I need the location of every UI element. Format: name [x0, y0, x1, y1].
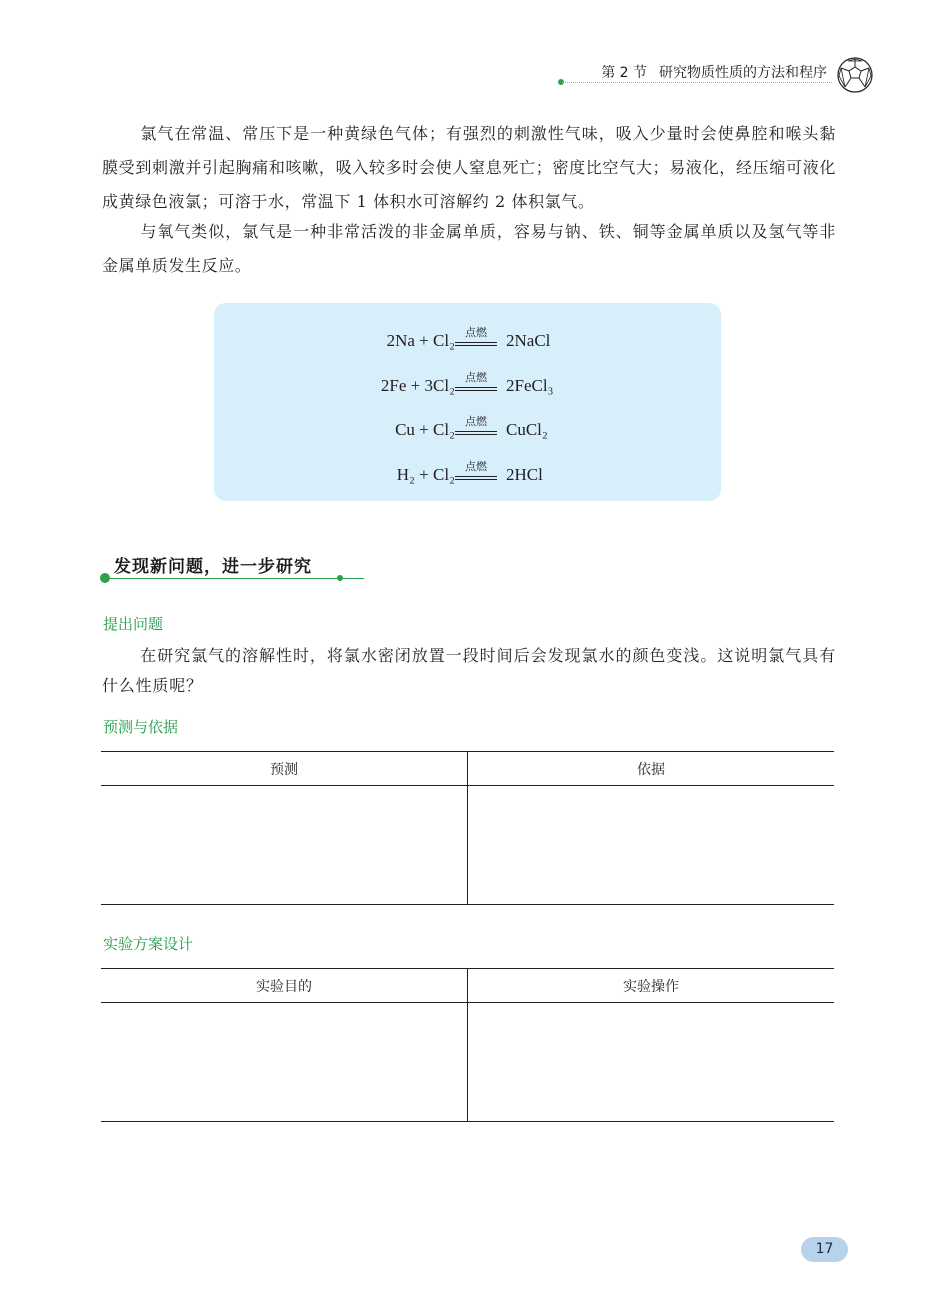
- column-header-prediction: 预测: [101, 752, 468, 786]
- equation-rhs: 2HCl: [506, 465, 543, 484]
- column-header-procedure: 实验操作: [468, 969, 835, 1003]
- running-header: [601, 62, 827, 82]
- equation-box: [214, 303, 721, 501]
- reaction-arrow: [455, 416, 497, 444]
- section-number: 第 2 节: [601, 65, 647, 81]
- equation-lhs: 2Na + Cl₂: [386, 331, 455, 350]
- section-heading-dot: [337, 575, 343, 581]
- section-heading-rule: [104, 578, 364, 579]
- equation-rhs: 2NaCl: [506, 331, 551, 350]
- experiment-label: 实验方案设计: [103, 935, 194, 953]
- experiment-table: [101, 968, 834, 1122]
- column-header-basis: 依据: [468, 752, 835, 786]
- column-header-purpose: 实验目的: [101, 969, 468, 1003]
- header-rule: [562, 82, 832, 83]
- equation-row: [214, 370, 721, 400]
- paragraph-chlorine-physical: 氯气在常温、常压下是一种黄绿色气体；有强烈的刺激性气味，吸入少量时会使鼻腔和喉头黏膜受到刺激并引起胸痛和咳嗽，吸入较多时会使人窒息死亡；密度比空气大；易液化，经压缩可液化成黄绿色液氯；可溶于水，常温下 1 体积水可溶解约 2 体积氯气。: [102, 124, 836, 211]
- reaction-condition: 点燃: [465, 415, 487, 428]
- equation-row: [214, 325, 721, 355]
- prediction-label: 预测与依据: [103, 718, 179, 736]
- section-heading: 发现新问题，进一步研究: [114, 557, 312, 577]
- page-number: 17: [801, 1237, 848, 1262]
- prediction-table: [101, 751, 834, 905]
- basis-answer-cell[interactable]: [468, 786, 835, 905]
- equation-rhs: 2FeCl₃: [506, 376, 554, 395]
- question-label: 提出问题: [103, 615, 164, 633]
- equation-rhs: CuCl₂: [506, 420, 548, 439]
- equation-row: [214, 414, 721, 444]
- reaction-arrow: [455, 372, 497, 400]
- purpose-answer-cell[interactable]: [101, 1003, 468, 1122]
- section-heading-dot: [100, 573, 110, 583]
- question-text: 在研究氯气的溶解性时，将氯水密闭放置一段时间后会发现氯水的颜色变浅。这说明氯气具有什么性质呢？: [102, 646, 836, 695]
- prediction-answer-cell[interactable]: [101, 786, 468, 905]
- reaction-arrow: [455, 327, 497, 355]
- equation-lhs: H₂ + Cl₂: [396, 465, 455, 484]
- section-title: 研究物质性质的方法和程序: [659, 65, 827, 81]
- procedure-answer-cell[interactable]: [468, 1003, 835, 1122]
- equation-row: [214, 459, 721, 489]
- reaction-condition: 点燃: [465, 460, 487, 473]
- reaction-condition: 点燃: [465, 371, 487, 384]
- equation-lhs: 2Fe + 3Cl₂: [380, 376, 455, 395]
- fullerene-icon: [836, 56, 874, 94]
- reaction-condition: 点燃: [465, 326, 487, 339]
- equation-lhs: Cu + Cl₂: [395, 420, 455, 439]
- paragraph-chlorine-chemical: 与氧气类似，氯气是一种非常活泼的非金属单质，容易与钠、铁、铜等金属单质以及氢气等非金属单质发生反应。: [102, 222, 836, 275]
- reaction-arrow: [455, 461, 497, 489]
